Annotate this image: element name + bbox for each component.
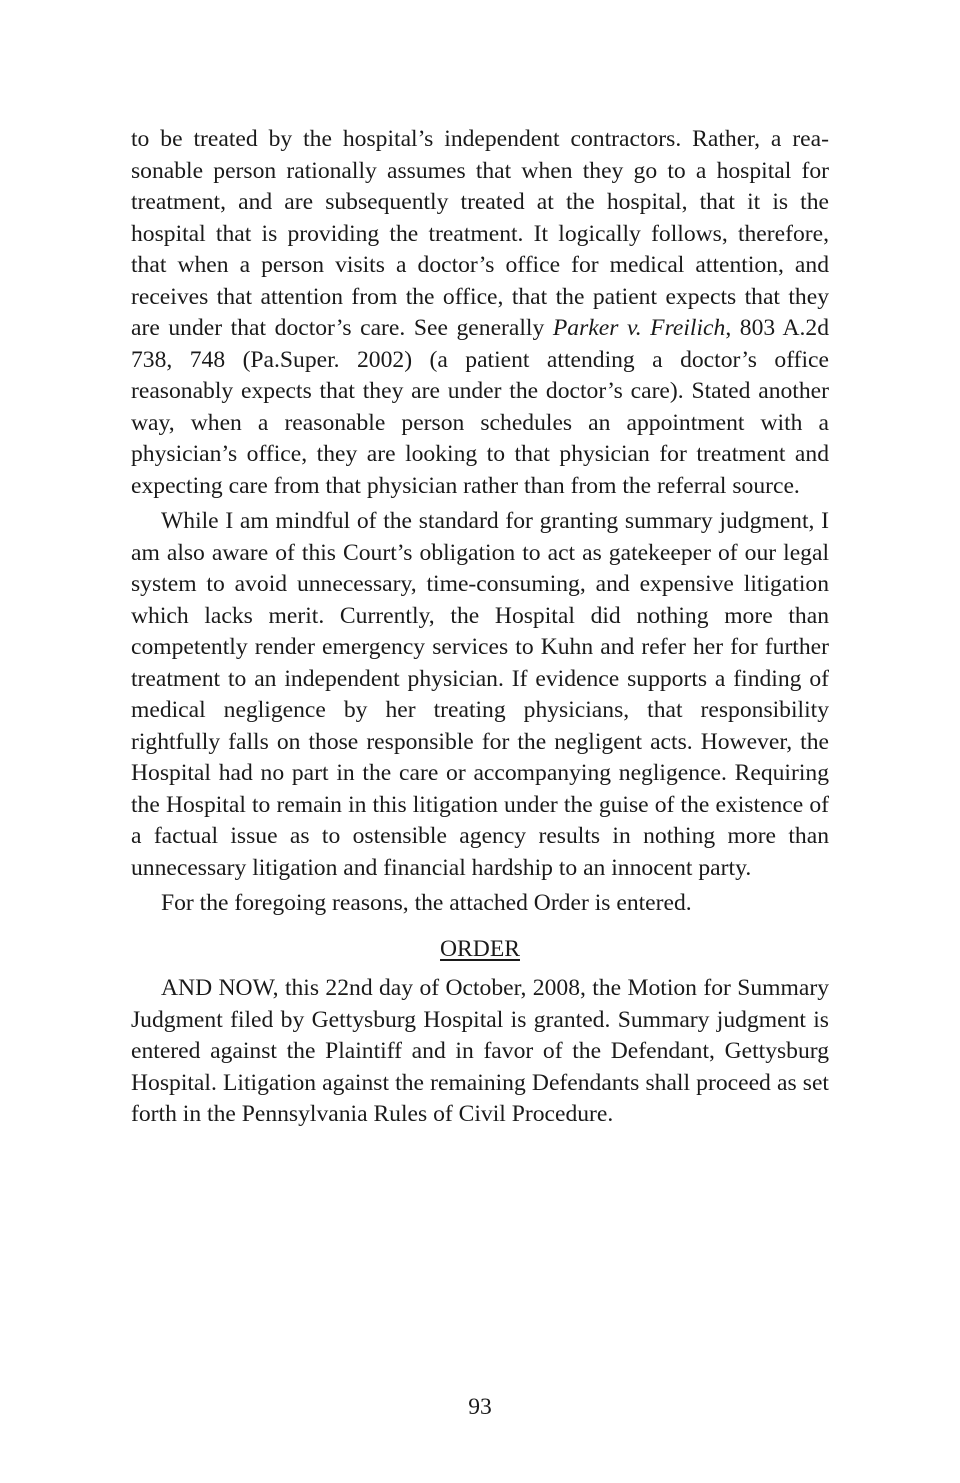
paragraph-text-part-1: to be treated by the hospital’s independent contractors. Rather, a reasonable person rationally assumes that when they go to a hospital for treatment, and are subsequently treated at the hospital, that it is the hospital that is providing the treatment. It logically follows, therefore, that when a person visits a doctor’s office for medical attention, and receives that attention from the office, that the patient expects that they are under that doctor’s care. See generally xyxy=(131,126,829,341)
opinion-paragraph-conclusion: For the foregoing reasons, the attached Order is entered. xyxy=(161,890,692,916)
order-heading: ORDER xyxy=(440,935,520,962)
case-citation-name: Parker v. Freilich xyxy=(552,315,726,341)
opinion-paragraph-continued xyxy=(131,124,829,502)
page-body xyxy=(131,124,829,1135)
paragraph-text-part-2: , 803 A.2d 738, 748 (Pa.Super. 2002) (a patient attending a doctor’s office reasonably expects that they are under the doctor’s care). Stated another way, when a reasonable person schedules an appointment with a physician’s office, they are looking to that physician for treatment and expecting care from that physician rather than from the referral source. xyxy=(131,315,829,499)
page-number: 93 xyxy=(468,1394,492,1420)
opinion-paragraph-gatekeeper: While I am mindful of the standard for granting summary judgment, I am also aware of this Court’s obligation to act as gatekeeper of our legal system to avoid unnecessary, time-consuming, and expensive litigation which lacks merit. Currently, the Hospital did nothing more than competently render emergency services to Kuhn and refer her for further treatment to an independent physician. If evidence supports a finding of medical negligence by her treating physicians, that responsibility rightfully falls on those responsible for the negligent acts. However, the Hospital had no part in the care or accompanying negligence. Requiring the Hospital to remain in this litigation under the guise of the existence of a factual issue as to ostensible agency results in nothing more than unnecessary litigation and financial hardship to an innocent party. xyxy=(131,508,829,881)
order-text: AND NOW, this 22nd day of October, 2008, the Motion for Summary Judgment filed by Gettysburg Hospital is granted. Summary judgment is entered against the Plaintiff and in favor of the Defendant, Gettysburg Hospital. Litigation against the remaining Defendants shall proceed as set forth in the Pennsylvania Rules of Civil Procedure. xyxy=(131,975,829,1127)
